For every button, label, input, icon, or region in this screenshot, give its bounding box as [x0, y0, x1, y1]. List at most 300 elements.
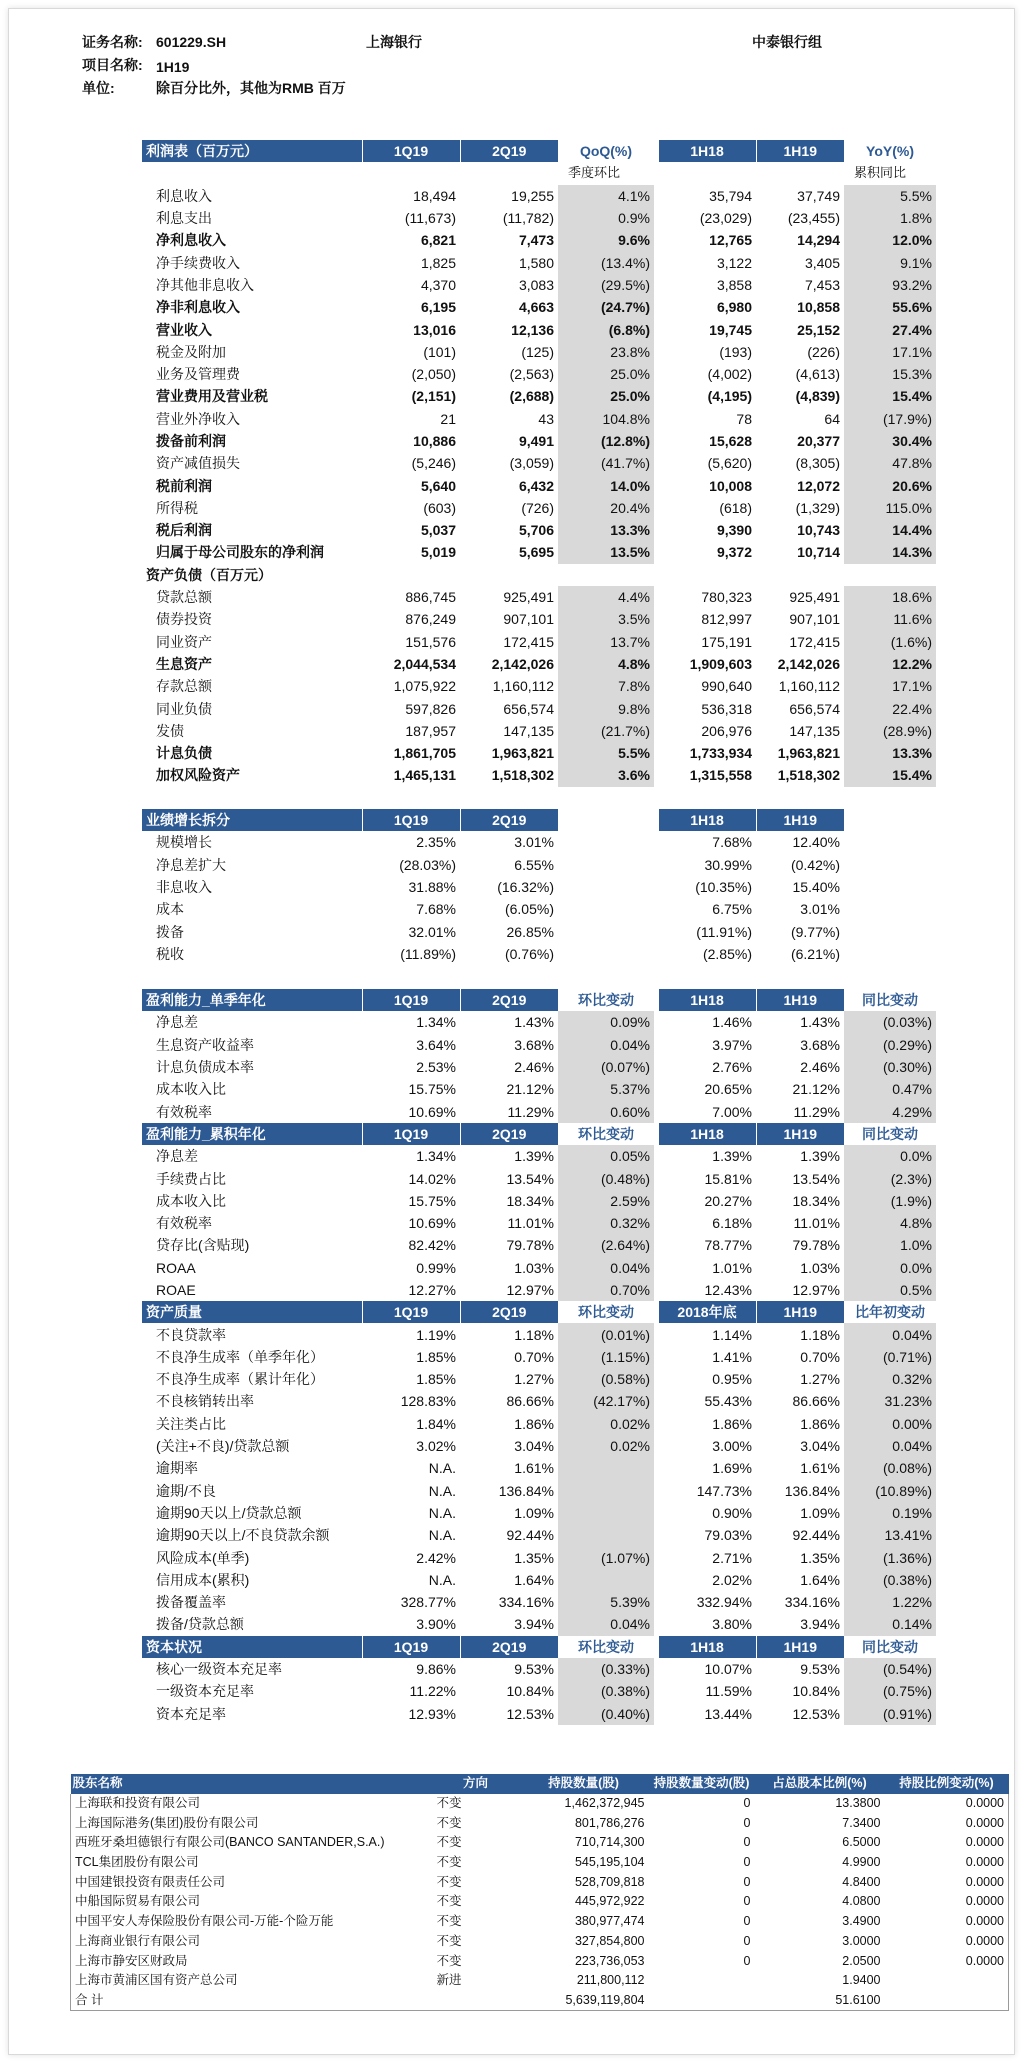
empty-cell — [362, 162, 460, 184]
value-cell: 1,580 — [518, 254, 554, 271]
value-cell: 23.8% — [558, 341, 654, 363]
value-cell: 1,909,603 — [689, 655, 752, 672]
row-label: 不良净生成率（累计年化） — [156, 1371, 324, 1388]
table-row — [142, 385, 936, 407]
col-header: 1Q19 — [362, 809, 460, 831]
value-cell: 0.0000 — [885, 1912, 1009, 1932]
col-header: 1H19 — [756, 809, 844, 831]
value-cell: 334.16% — [784, 1594, 840, 1611]
col-header — [844, 809, 936, 831]
value-cell: (101) — [423, 343, 456, 360]
table-row — [142, 408, 936, 430]
value-cell: 11.29% — [793, 1103, 840, 1120]
value-cell: 5.5% — [558, 742, 654, 764]
col-header: 2Q19 — [460, 1123, 558, 1145]
value-cell: 136.84% — [784, 1482, 840, 1499]
value-cell: 4,663 — [518, 299, 554, 316]
value-cell: 不变 — [436, 1953, 462, 1968]
row-label: 营业收入 — [156, 321, 212, 338]
value-cell: 0.04% — [558, 1034, 654, 1056]
value-cell: 332.94% — [696, 1594, 752, 1611]
value-cell — [433, 1991, 519, 2011]
value-cell: 11.29% — [507, 1103, 554, 1120]
table-row — [142, 474, 936, 496]
table-row — [142, 697, 936, 719]
value-cell: 104.8% — [558, 408, 654, 430]
table-row — [142, 341, 936, 363]
value-cell: 21 — [440, 410, 456, 427]
value-cell: 0.04% — [844, 1435, 936, 1457]
row-label: 归属于母公司股东的净利润 — [156, 544, 324, 561]
value-cell: (23,455) — [787, 210, 840, 227]
table-row — [142, 1413, 936, 1435]
value-cell: (9.77%) — [790, 923, 840, 940]
value-cell: 30.99% — [704, 856, 752, 873]
value-cell: 1.18% — [800, 1326, 840, 1343]
profitability-quarterly-table — [142, 989, 937, 1725]
row-label: 风险成本(单季) — [156, 1549, 250, 1566]
value-cell: 10,714 — [797, 544, 840, 561]
value-cell: 3,083 — [518, 276, 554, 293]
shareholder-name: 中船国际贸易有限公司 — [71, 1892, 433, 1912]
value-cell: 3.90% — [416, 1616, 456, 1633]
value-cell: 26.85% — [506, 923, 554, 940]
value-cell: 不变 — [436, 1874, 462, 1889]
value-cell: 7,453 — [804, 276, 840, 293]
table-row — [142, 1658, 936, 1680]
value-cell: 801,786,276 — [574, 1815, 645, 1830]
value-cell: 0.04% — [844, 1323, 936, 1345]
value-cell: 0 — [743, 1855, 751, 1870]
row-label: 利息支出 — [156, 210, 212, 227]
value-cell — [558, 1457, 654, 1479]
value-cell: 5,695 — [518, 544, 554, 561]
table-row — [142, 854, 936, 876]
value-cell: (1.07%) — [558, 1546, 654, 1568]
col-header: 1H18 — [658, 1123, 756, 1145]
value-cell: 6,821 — [420, 232, 456, 249]
value-cell: 9.86% — [416, 1661, 456, 1678]
value-cell: 1,315,558 — [689, 767, 752, 784]
table-row — [142, 943, 936, 965]
growth-breakdown-table — [142, 809, 936, 965]
value-cell: 3.04% — [514, 1438, 554, 1455]
value-cell: 92.44% — [506, 1527, 554, 1544]
row-label: 拨备/贷款总额 — [156, 1616, 244, 1633]
value-cell: 1.09% — [800, 1504, 840, 1521]
row-label: 贷款总额 — [156, 589, 212, 606]
value-cell: 4.8% — [844, 1212, 936, 1234]
value-cell: (0.75%) — [844, 1680, 936, 1702]
value-cell — [885, 1991, 1009, 2011]
value-cell: N.A. — [428, 1504, 456, 1521]
value-cell: 187,957 — [405, 722, 456, 739]
value-cell: 32.01% — [408, 923, 456, 940]
value-cell: 6,980 — [716, 299, 752, 316]
value-cell: 31.23% — [844, 1390, 936, 1412]
value-cell: 30.4% — [844, 430, 936, 452]
row-label: 信用成本(累积) — [156, 1571, 250, 1588]
col-header: 2Q19 — [460, 1636, 558, 1658]
value-cell: 907,101 — [503, 611, 554, 628]
value-cell: 12.97% — [506, 1282, 554, 1298]
value-cell: 7.3400 — [842, 1815, 881, 1830]
section-title: 利润表（百万元） — [142, 140, 362, 162]
value-cell: 9.6% — [558, 229, 654, 251]
unit-value: 除百分比外，其他为RMB 百万 — [156, 80, 346, 96]
value-cell: 5.37% — [558, 1078, 654, 1100]
value-cell: 86.66% — [506, 1393, 554, 1410]
value-cell: 0.0000 — [885, 1872, 1009, 1892]
table-row — [142, 1591, 936, 1613]
row-label: ROAA — [156, 1259, 196, 1276]
value-cell: 0.70% — [514, 1348, 554, 1365]
value-cell: 7.68% — [416, 901, 456, 918]
table-row — [142, 274, 936, 296]
value-cell: 886,745 — [405, 589, 456, 606]
value-cell — [558, 1480, 654, 1502]
value-cell: 9,372 — [716, 544, 752, 561]
value-cell: 55.6% — [844, 296, 936, 318]
value-cell: 1.03% — [800, 1259, 840, 1276]
value-cell: 172,415 — [789, 633, 840, 650]
col-header: 2018年底 — [658, 1301, 756, 1323]
col-header: 1H19 — [756, 1301, 844, 1323]
col-header: 1H19 — [756, 989, 844, 1011]
value-cell: (41.7%) — [558, 452, 654, 474]
value-cell: 1.14% — [712, 1326, 752, 1343]
value-cell: 14,294 — [797, 232, 840, 249]
value-cell: 147,135 — [503, 722, 554, 739]
table-row — [142, 1435, 936, 1457]
value-cell: 876,249 — [405, 611, 456, 628]
value-cell: 1.0% — [844, 1234, 936, 1256]
value-cell: 0.05% — [558, 1145, 654, 1167]
row-label: 所得税 — [156, 499, 198, 516]
table-row — [142, 1502, 936, 1524]
value-cell: 2,044,534 — [393, 655, 456, 672]
row-label: 税收 — [156, 945, 184, 962]
col-header: YoY(%) — [844, 140, 936, 162]
table-row — [142, 363, 936, 385]
col-header: 环比变动 — [558, 1123, 654, 1145]
table-row — [142, 1524, 936, 1546]
row-label: 逾期90天以上/贷款总额 — [156, 1504, 302, 1521]
value-cell: 327,854,800 — [574, 1933, 645, 1948]
value-cell: 1.03% — [514, 1259, 554, 1276]
shareholder-row — [71, 1971, 1009, 1991]
value-cell: 1.86% — [712, 1415, 752, 1432]
col-header: 环比变动 — [558, 1636, 654, 1658]
row-label: 逾期率 — [156, 1460, 198, 1477]
empty-cell — [844, 854, 936, 876]
value-cell: 0.0000 — [885, 1813, 1009, 1833]
row-label: 关注类占比 — [156, 1415, 226, 1432]
value-cell: (42.17%) — [558, 1390, 654, 1412]
value-cell: (2.64%) — [558, 1234, 654, 1256]
row-label: 手续费占比 — [156, 1170, 226, 1187]
value-cell: 1,465,131 — [393, 767, 456, 784]
value-cell: 64 — [824, 410, 840, 427]
value-cell: 1.84% — [416, 1415, 456, 1432]
value-cell: (226) — [807, 343, 840, 360]
value-cell: (16.32%) — [497, 879, 554, 896]
value-cell: 1,518,302 — [777, 767, 840, 784]
value-cell: 3.68% — [514, 1036, 554, 1053]
row-label: 税前利润 — [156, 477, 212, 494]
value-cell: 15.75% — [408, 1192, 456, 1209]
value-cell: 31.88% — [408, 879, 456, 896]
value-cell: (2.3%) — [844, 1167, 936, 1189]
section-header — [142, 1301, 936, 1323]
value-cell: 7,473 — [518, 232, 554, 249]
value-cell: (17.9%) — [844, 408, 936, 430]
value-cell: 12.93% — [408, 1705, 456, 1722]
value-cell: 175,191 — [701, 633, 752, 650]
value-cell: 14.3% — [844, 541, 936, 563]
value-cell: (6.8%) — [558, 318, 654, 340]
value-cell: (6.21%) — [790, 945, 840, 962]
col-header: 持股数量(股) — [519, 1774, 649, 1794]
value-cell: 3.04% — [800, 1438, 840, 1455]
value-cell: N.A. — [428, 1482, 456, 1499]
value-cell: 0.00% — [844, 1413, 936, 1435]
value-cell: 6,432 — [518, 477, 554, 494]
value-cell: 20.65% — [704, 1081, 752, 1098]
value-cell: 13.54% — [792, 1170, 840, 1187]
value-cell: (0.54%) — [844, 1658, 936, 1680]
value-cell: 1.18% — [514, 1326, 554, 1343]
value-cell: (21.7%) — [558, 720, 654, 742]
value-cell: 780,323 — [701, 589, 752, 606]
value-cell: 0.32% — [844, 1368, 936, 1390]
value-cell — [558, 1569, 654, 1591]
value-cell: 19,745 — [709, 321, 752, 338]
value-cell: 0.0000 — [885, 1951, 1009, 1971]
value-cell: 1.61% — [514, 1460, 554, 1477]
value-cell: 9,390 — [716, 522, 752, 539]
value-cell: 4.9900 — [842, 1855, 881, 1870]
shareholder-name: 上海市黄浦区国有资产总公司 — [71, 1971, 433, 1991]
row-label: 核心一级资本充足率 — [156, 1661, 282, 1678]
shareholder-name: 中国建银投资有限责任公司 — [71, 1872, 433, 1892]
value-cell: 79.78% — [792, 1237, 840, 1254]
row-label: 净利息收入 — [156, 232, 226, 249]
table-row — [142, 653, 936, 675]
shareholder-name: TCL集团股份有限公司 — [71, 1853, 433, 1873]
row-label: 计息负债 — [156, 745, 212, 762]
value-cell: 2,142,026 — [491, 655, 554, 672]
value-cell — [649, 1991, 755, 2011]
value-cell: 3.01% — [514, 834, 554, 851]
value-cell: 10,886 — [413, 433, 456, 449]
value-cell: 1.39% — [712, 1148, 752, 1165]
value-cell: 0.70% — [800, 1348, 840, 1365]
value-cell: 11.01% — [793, 1215, 840, 1232]
shareholder-row — [71, 1932, 1009, 1952]
note-row — [142, 162, 936, 184]
value-cell: 11.22% — [409, 1683, 456, 1700]
table-row — [142, 497, 936, 519]
table-row — [142, 1011, 936, 1033]
value-cell: 3.00% — [712, 1438, 752, 1455]
value-cell: 0.9% — [558, 207, 654, 229]
value-cell: 2.46% — [514, 1059, 554, 1076]
table-row — [142, 631, 936, 653]
table-row — [142, 1212, 936, 1234]
note-label: 累积同比 — [854, 165, 907, 181]
value-cell: 1,733,934 — [689, 745, 752, 762]
value-cell: (4,613) — [795, 366, 840, 383]
shareholder-header — [71, 1774, 1009, 1794]
value-cell: 1.34% — [416, 1014, 456, 1031]
value-cell: 18,494 — [413, 187, 456, 204]
value-cell: 2.35% — [416, 834, 456, 851]
empty-cell — [558, 898, 654, 920]
value-cell: (8,305) — [795, 455, 840, 472]
value-cell: 907,101 — [789, 611, 840, 628]
value-cell: 0.0000 — [885, 1833, 1009, 1853]
value-cell: 0.70% — [558, 1279, 654, 1301]
row-label: 一级资本充足率 — [156, 1683, 254, 1700]
value-cell: 3,858 — [716, 276, 752, 293]
value-cell: 93.2% — [844, 274, 936, 296]
table-row — [142, 318, 936, 340]
value-cell: (2.85%) — [702, 945, 752, 962]
value-cell: (12.8%) — [558, 430, 654, 452]
row-label: 非息收入 — [156, 879, 212, 896]
value-cell: 15,628 — [709, 433, 752, 449]
value-cell: 1.61% — [800, 1460, 840, 1477]
value-cell: 1.86% — [800, 1415, 840, 1432]
row-label: 资本充足率 — [156, 1705, 226, 1722]
value-cell: 1.35% — [514, 1549, 554, 1566]
value-cell: 1.22% — [844, 1591, 936, 1613]
col-header: QoQ(%) — [558, 140, 654, 162]
col-header: 1H18 — [658, 989, 756, 1011]
value-cell: 15.81% — [704, 1170, 752, 1187]
value-cell: 3,122 — [716, 254, 752, 271]
shareholder-name: 上海联和投资有限公司 — [71, 1794, 433, 1814]
value-cell: (23,029) — [699, 210, 752, 227]
value-cell: 925,491 — [789, 589, 840, 606]
col-header: 股东名称 — [71, 1774, 433, 1794]
row-label: 净非利息收入 — [156, 299, 240, 316]
value-cell: 0.99% — [416, 1259, 456, 1276]
value-cell: 0.47% — [844, 1078, 936, 1100]
col-header — [558, 809, 654, 831]
value-cell: 5,639,119,804 — [519, 1991, 649, 2011]
value-cell: 25.0% — [558, 385, 654, 407]
value-cell: 不变 — [436, 1796, 462, 1811]
value-cell: 1.86% — [514, 1415, 554, 1432]
row-label: ROAE — [156, 1282, 196, 1298]
value-cell: 10,743 — [797, 522, 840, 539]
value-cell: 12,765 — [709, 232, 752, 249]
empty-cell — [142, 162, 362, 184]
col-header: 1H18 — [658, 809, 756, 831]
shareholder-row — [71, 1853, 1009, 1873]
value-cell: (0.30%) — [844, 1056, 936, 1078]
table-row — [142, 296, 936, 318]
value-cell: (1.6%) — [844, 631, 936, 653]
table-row — [142, 1680, 936, 1702]
value-cell: 1.01% — [712, 1259, 752, 1276]
empty-cell — [844, 876, 936, 898]
value-cell: 0.0000 — [885, 1932, 1009, 1952]
value-cell: (6.05%) — [504, 901, 554, 918]
empty-cell — [558, 876, 654, 898]
table-row — [142, 430, 936, 452]
value-cell: 15.4% — [844, 764, 936, 786]
section-header — [142, 1636, 936, 1658]
value-cell: 1,160,112 — [778, 678, 840, 695]
value-cell: 1.34% — [416, 1148, 456, 1165]
table-row — [142, 1167, 936, 1189]
shareholder-name: 西班牙桑坦德银行有限公司(BANCO SANTANDER,S.A.) — [71, 1833, 433, 1853]
value-cell: (28.9%) — [844, 720, 936, 742]
value-cell: 1,462,372,945 — [564, 1796, 645, 1811]
value-cell: 445,972,922 — [574, 1894, 645, 1909]
row-label: 利息收入 — [156, 187, 212, 204]
value-cell: (0.71%) — [844, 1346, 936, 1368]
table-row — [142, 1078, 936, 1100]
row-label: 生息资产收益率 — [156, 1036, 254, 1053]
value-cell: (5,620) — [707, 455, 752, 472]
row-label: 净息差 — [156, 1148, 198, 1165]
value-cell: 0.02% — [558, 1435, 654, 1457]
shareholder-row — [71, 1833, 1009, 1853]
value-cell: 206,976 — [701, 722, 752, 739]
value-cell: 0.32% — [558, 1212, 654, 1234]
col-header: 1H19 — [756, 1636, 844, 1658]
value-cell: 4.1% — [558, 185, 654, 207]
value-cell: 597,826 — [405, 700, 456, 717]
col-header: 1Q19 — [362, 1301, 460, 1323]
row-label: 同业负债 — [156, 700, 212, 717]
value-cell: 15.4% — [844, 385, 936, 407]
value-cell: 0.0% — [844, 1145, 936, 1167]
value-cell: 3.01% — [800, 901, 840, 918]
value-cell: (0.91%) — [844, 1703, 936, 1725]
col-header: 同比变动 — [844, 1636, 936, 1658]
value-cell: 4.4% — [558, 586, 654, 608]
table-row — [142, 675, 936, 697]
section-title: 资本状况 — [142, 1636, 362, 1658]
value-cell: 35,794 — [709, 187, 752, 204]
table-row — [142, 1100, 936, 1122]
col-header: 1H19 — [756, 1123, 844, 1145]
col-header: 占总股本比例(%) — [755, 1774, 885, 1794]
empty-cell — [844, 920, 936, 942]
value-cell: (11,673) — [404, 210, 456, 227]
table-row — [142, 1056, 936, 1078]
section-header — [142, 809, 936, 831]
value-cell: 4.29% — [844, 1100, 936, 1122]
value-cell: 1,160,112 — [492, 678, 554, 695]
value-cell: 0.0000 — [885, 1794, 1009, 1814]
table-row — [142, 1390, 936, 1412]
value-cell: 6.5000 — [842, 1835, 881, 1850]
value-cell: 1.43% — [800, 1014, 840, 1031]
value-cell: 11.01% — [507, 1215, 554, 1232]
value-cell: (10.89%) — [844, 1480, 936, 1502]
value-cell: 812,997 — [701, 611, 752, 628]
value-cell: 0 — [743, 1953, 751, 1968]
shareholder-name: 合 计 — [71, 1991, 433, 2011]
table-row — [142, 720, 936, 742]
row-label: 成本收入比 — [156, 1081, 226, 1098]
